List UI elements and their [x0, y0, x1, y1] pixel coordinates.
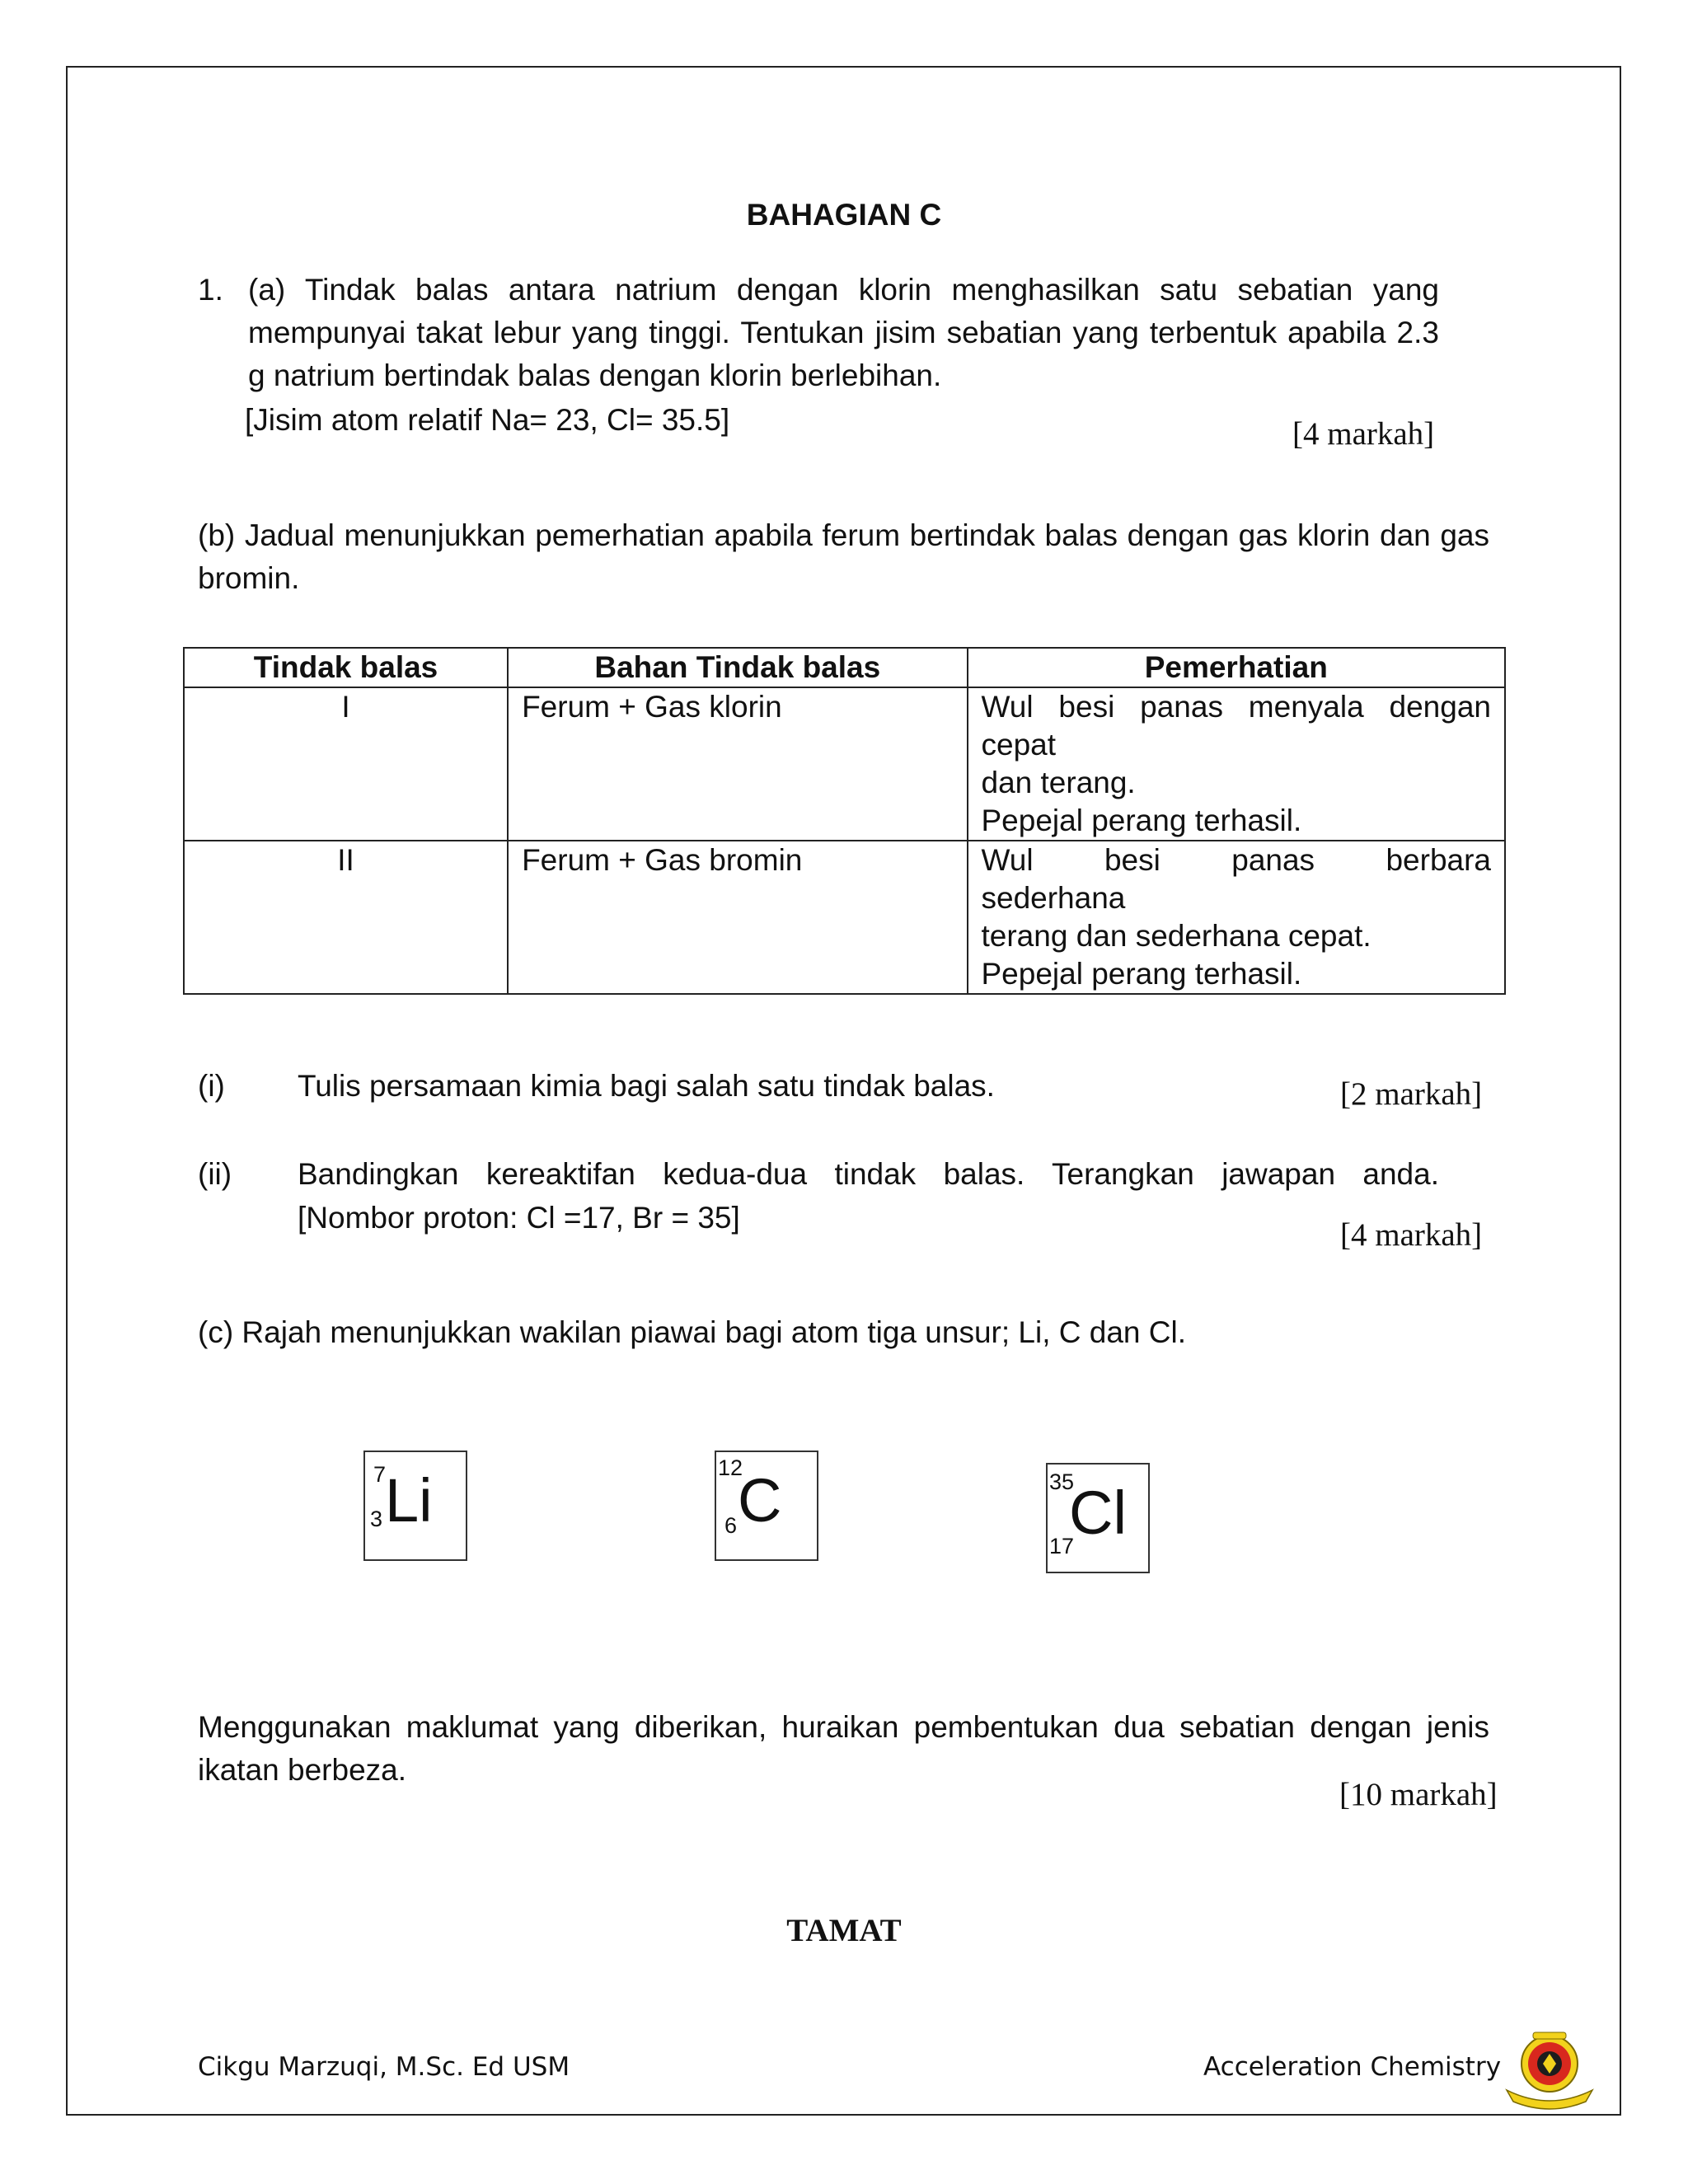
- subquestion-i-marks: [2 markah]: [1340, 1076, 1483, 1112]
- question-1c-text: (c) Rajah menunjukkan wakilan piawai bagi atom tiga unsur; Li, C dan Cl.: [198, 1315, 1186, 1349]
- question-1c-prompt: Menggunakan maklumat yang diberikan, huraikan pembentukan dua sebatian dengan jenis ikatan berbeza.: [198, 1710, 1489, 1787]
- table-row: [184, 841, 1505, 994]
- observation-line: Pepejal perang terhasil.: [981, 957, 1302, 991]
- observation-line: dan terang.: [981, 766, 1136, 799]
- element-box-li: [363, 1451, 467, 1561]
- reaction-label: II: [184, 841, 508, 994]
- element-box-cl: [1046, 1463, 1150, 1573]
- table-header: Bahan Tindak balas: [508, 648, 967, 687]
- end-marker: TAMAT: [786, 1913, 902, 1948]
- element-symbol: C: [738, 1466, 782, 1535]
- section-heading: BAHAGIAN C: [746, 198, 942, 232]
- proton-number: 3: [370, 1507, 383, 1531]
- subquestion-ii-data: [Nombor proton: Cl =17, Br = 35]: [298, 1201, 740, 1235]
- observation-line: sederhana: [981, 881, 1126, 915]
- element-symbol: Li: [385, 1466, 433, 1535]
- mass-number: 12: [718, 1455, 743, 1480]
- observation-line: Wul besi panas menyala dengan: [981, 690, 1491, 724]
- element-symbol: Cl: [1069, 1479, 1127, 1547]
- school-crest-icon: [1500, 2026, 1599, 2111]
- reaction-label: I: [184, 687, 508, 841]
- question-1a-text: (a) Tindak balas antara natrium dengan klorin menghasilkan satu sebatian yang mempunyai takat lebur yang tinggi. Tentukan jisim sebatian yang terbentuk apabila 2.3 g natrium bertindak balas dengan klorin berlebihan.: [248, 273, 1439, 392]
- mass-number: 35: [1049, 1469, 1075, 1494]
- question-1b-text: (b) Jadual menunjukkan pemerhatian apabila ferum bertindak balas dengan gas klorin dan gas bromin.: [198, 518, 1489, 595]
- subquestion-ii-label: (ii): [198, 1157, 232, 1191]
- observation-line: Pepejal perang terhasil.: [981, 804, 1302, 837]
- element-box-c: [715, 1451, 818, 1561]
- footer-author: Cikgu Marzuqi, M.Sc. Ed USM: [198, 2052, 570, 2082]
- question-1a-data: [Jisim atom relatif Na= 23, Cl= 35.5]: [245, 403, 730, 437]
- observation-line: cepat: [981, 728, 1057, 762]
- subquestion-ii-marks: [4 markah]: [1340, 1217, 1483, 1253]
- observation-table: [183, 647, 1506, 995]
- observation-cell: [968, 841, 1506, 994]
- reactants-cell: Ferum + Gas bromin: [508, 841, 967, 994]
- observation-cell: [968, 687, 1506, 841]
- mass-number: 7: [373, 1462, 387, 1487]
- table-header-row: [184, 648, 1505, 687]
- subquestion-i-label: (i): [198, 1069, 225, 1103]
- question-1a-marks: [4 markah]: [1292, 416, 1435, 452]
- question-number: 1.: [198, 273, 223, 307]
- observation-line: terang dan sederhana cepat.: [981, 919, 1372, 953]
- observation-line: Wul besi panas berbara: [981, 843, 1491, 877]
- table-header: Pemerhatian: [968, 648, 1506, 687]
- table-header: Tindak balas: [184, 648, 508, 687]
- table-row: [184, 687, 1505, 841]
- proton-number: 17: [1049, 1534, 1075, 1558]
- subquestion-ii-text: Bandingkan kereaktifan kedua-dua tindak balas. Terangkan jawapan anda.: [298, 1157, 1439, 1191]
- footer-title: Acceleration Chemistry: [1203, 2052, 1502, 2082]
- question-1c-marks: [10 markah]: [1339, 1777, 1498, 1812]
- subquestion-i-text: Tulis persamaan kimia bagi salah satu tindak balas.: [298, 1069, 995, 1103]
- proton-number: 6: [724, 1513, 738, 1538]
- reactants-cell: Ferum + Gas klorin: [508, 687, 967, 841]
